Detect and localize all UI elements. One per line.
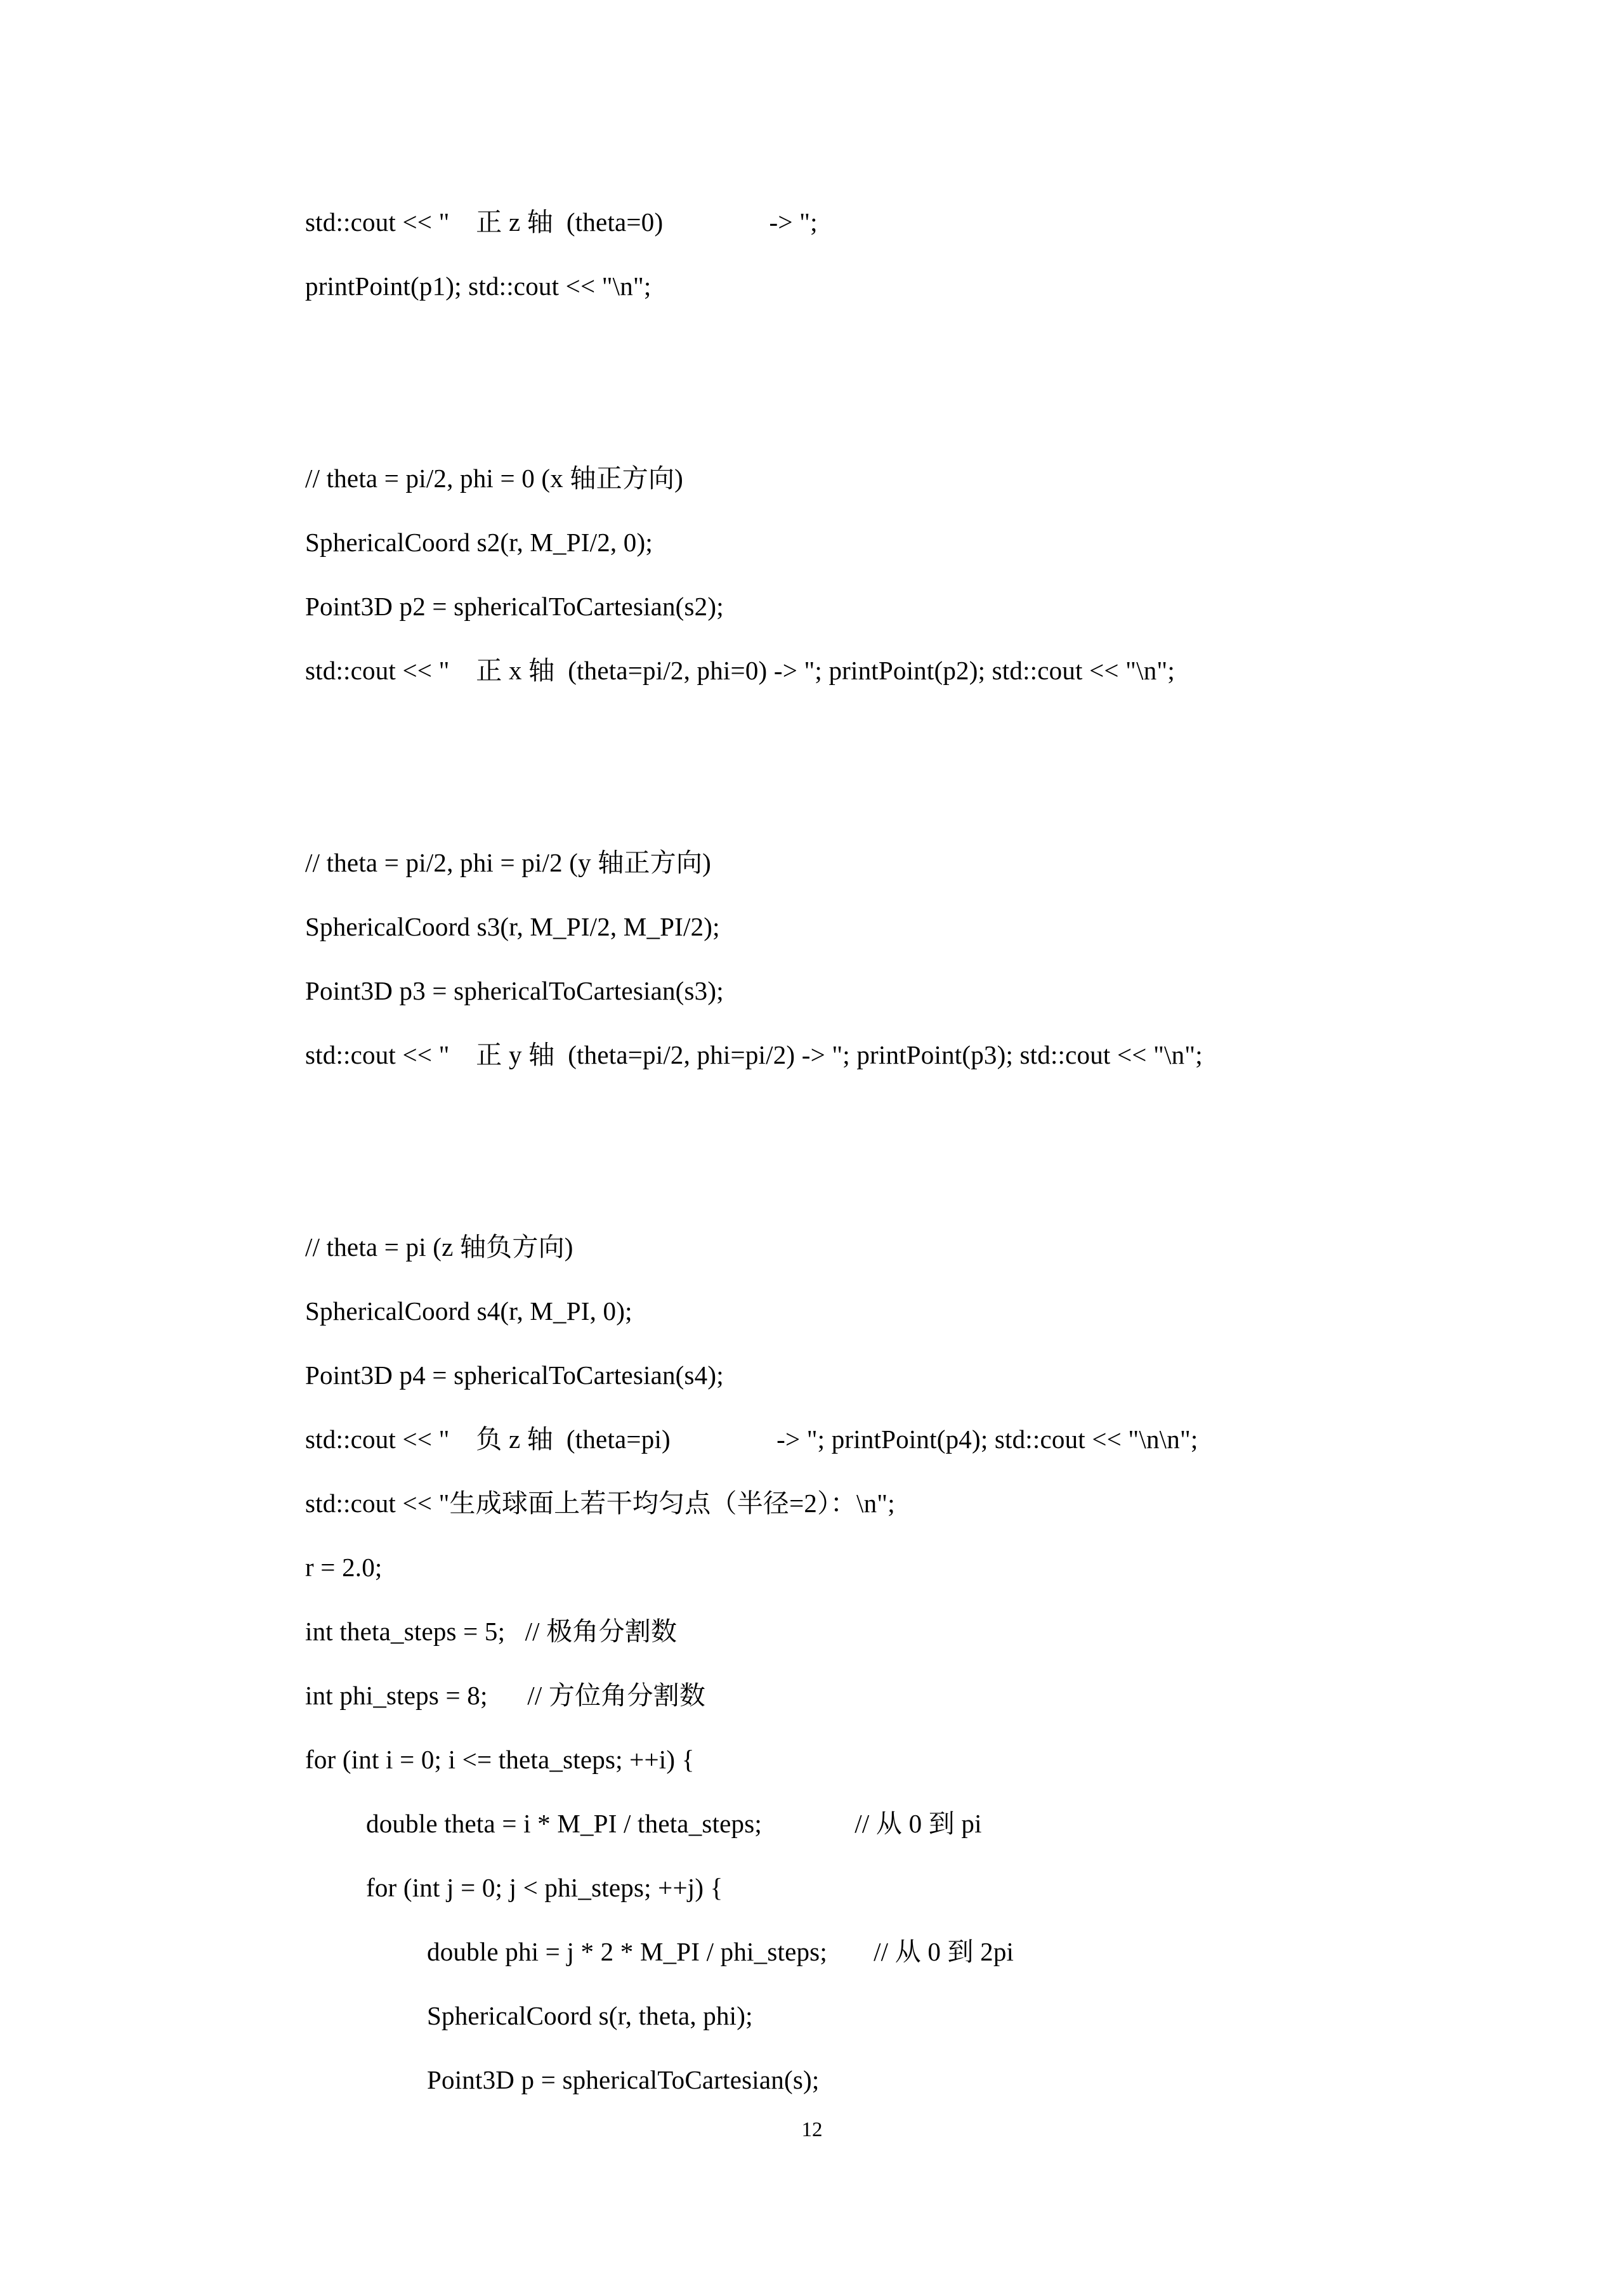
code-line: printPoint(p1); std::cout << "\n"; xyxy=(305,271,652,301)
code-line: // theta = pi/2, phi = pi/2 (y 轴正方向) xyxy=(305,848,711,877)
blank-line xyxy=(244,382,1386,447)
code-line: r = 2.0; xyxy=(305,1553,383,1582)
code-line: SphericalCoord s(r, theta, phi); xyxy=(427,2001,753,2030)
code-line: std::cout << " 正 x 轴 (theta=pi/2, phi=0) -> "; printPoint(p2); std::cout << "\n"; xyxy=(305,656,1175,685)
code-line: Point3D p3 = sphericalToCartesian(s3); xyxy=(305,976,724,1005)
code-line: int phi_steps = 8; // 方位角分割数 xyxy=(305,1681,706,1710)
code-line: Point3D p4 = sphericalToCartesian(s4); xyxy=(305,1360,724,1390)
blank-line xyxy=(244,767,1386,831)
code-line: // theta = pi/2, phi = 0 (x 轴正方向) xyxy=(305,464,684,493)
page-body-text xyxy=(244,190,1386,2112)
code-line: SphericalCoord s4(r, M_PI, 0); xyxy=(305,1296,632,1326)
code-line: std::cout << " 正 y 轴 (theta=pi/2, phi=pi/2) -> "; printPoint(p3); std::cout << "\n"; xyxy=(305,1040,1203,1069)
blank-line xyxy=(244,1087,1386,1151)
code-line: double theta = i * M_PI / theta_steps; // 从 0 到 pi xyxy=(366,1809,982,1838)
code-line: std::cout << "生成球面上若干均匀点（半径=2）：\n"; xyxy=(305,1489,895,1518)
code-line: Point3D p = sphericalToCartesian(s); xyxy=(427,2065,820,2094)
code-line: std::cout << " 正 z 轴 (theta=0) -> "; xyxy=(305,207,818,237)
blank-line xyxy=(244,1151,1386,1215)
page-number: 12 xyxy=(801,2118,823,2141)
code-line: // theta = pi (z 轴负方向) xyxy=(305,1232,573,1262)
code-line: Point3D p2 = sphericalToCartesian(s2); xyxy=(305,592,724,621)
code-line: int theta_steps = 5; // 极角分割数 xyxy=(305,1617,678,1646)
code-line: double phi = j * 2 * M_PI / phi_steps; // 从 0 到 2pi xyxy=(427,1937,1014,1966)
code-line: for (int i = 0; i <= theta_steps; ++i) { xyxy=(305,1745,695,1774)
code-line: SphericalCoord s3(r, M_PI/2, M_PI/2); xyxy=(305,912,720,941)
code-line: SphericalCoord s2(r, M_PI/2, 0); xyxy=(305,528,653,557)
blank-line xyxy=(244,318,1386,382)
code-line: for (int j = 0; j < phi_steps; ++j) { xyxy=(366,1873,723,1902)
blank-line xyxy=(244,703,1386,767)
code-line: std::cout << " 负 z 轴 (theta=pi) -> "; printPoint(p4); std::cout << "\n\n"; xyxy=(305,1425,1198,1454)
